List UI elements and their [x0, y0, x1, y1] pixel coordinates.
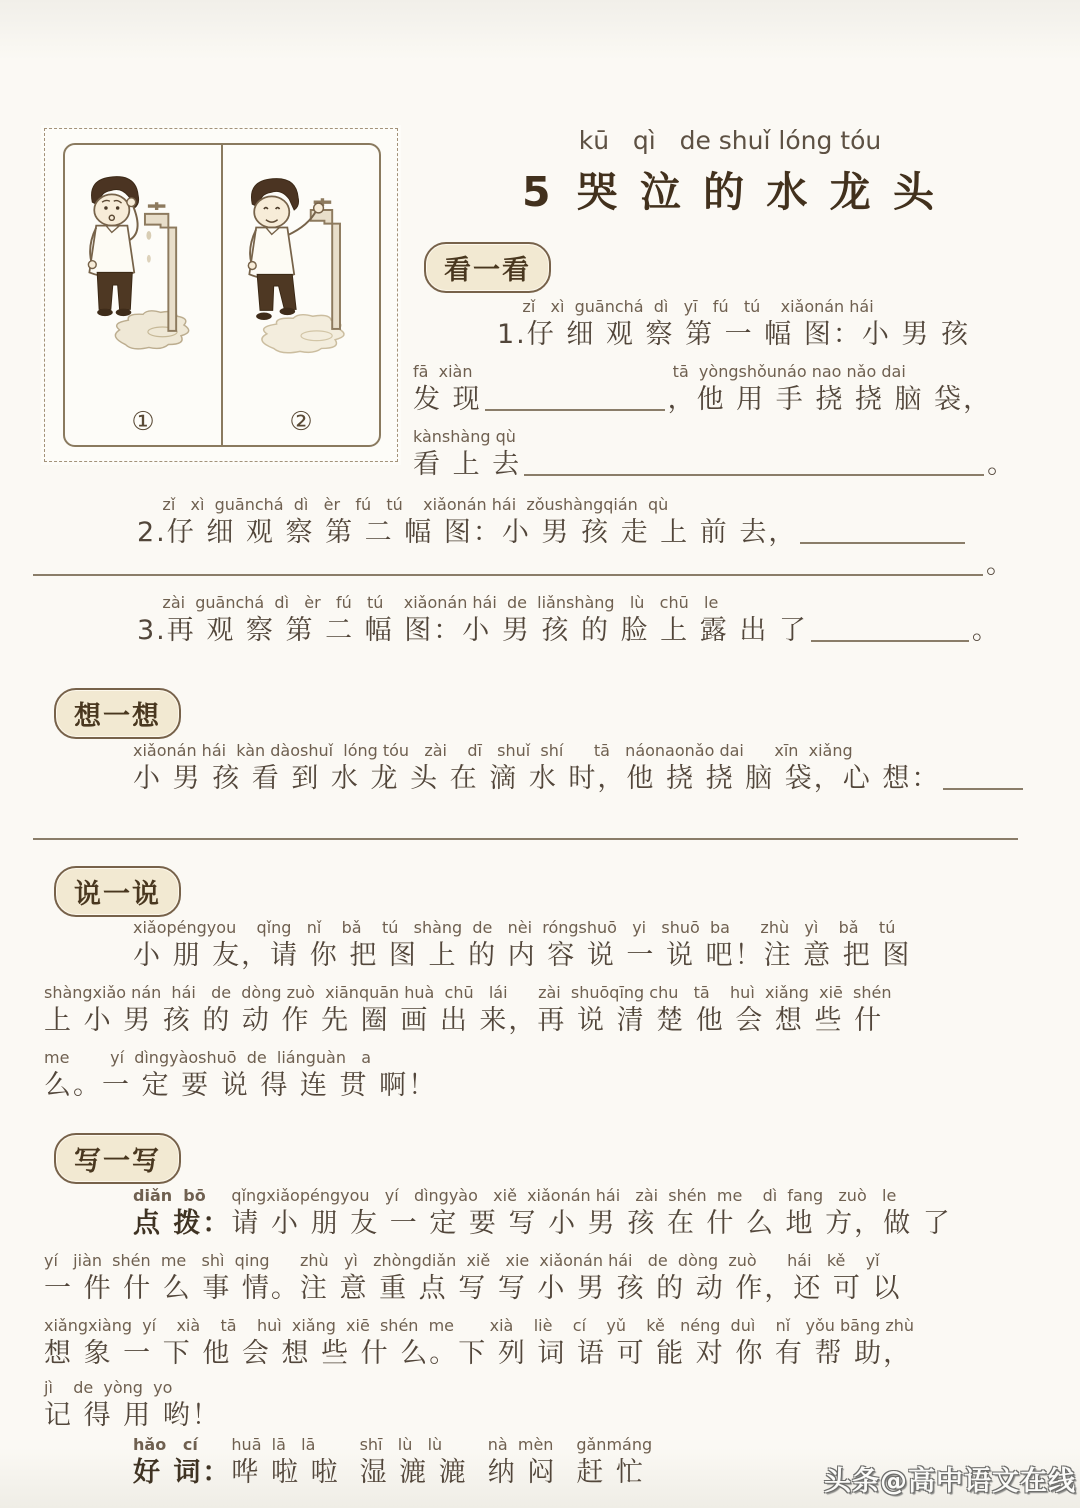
- text-run: xiǎopéngyou qǐng nǐ bǎ tú shàng de nèi róngshuō yi shuō ba zhù yì bǎ tú 小 朋 友，请 你 把 图 上 的 内 容 说 一 说 吧！注 意 把 图: [133, 918, 912, 971]
- think-line-1: [133, 740, 1026, 796]
- scene-2-boy-closing-faucet-icon: [223, 145, 379, 391]
- lesson-title: [420, 126, 1040, 218]
- text-run: gǎnmáng 赶 忙: [576, 1435, 653, 1488]
- answer-blank: [485, 395, 665, 411]
- text-run: zài guānchá dì èr fú tú xiǎonán hái de liǎnshàng lù chū le 3.再 观 察 第 二 幅 图：小 男 孩 的 脸 上 露 出 了: [137, 593, 808, 646]
- look-line-1: [497, 296, 970, 352]
- write-line-1: [133, 1185, 952, 1241]
- say-line-3: [44, 1047, 437, 1103]
- write-line-3: [44, 1315, 914, 1371]
- scene-1-boy-puzzled-dripping-faucet-icon: [65, 145, 221, 391]
- say-line-2: [44, 982, 892, 1038]
- text-run: 。: [986, 549, 1015, 580]
- spacer: [556, 1489, 576, 1490]
- lesson-number: 5: [522, 168, 555, 216]
- section-badge-write: 写一写: [54, 1133, 181, 1184]
- answer-blank: [33, 560, 983, 576]
- illustration-panel-1: [65, 145, 223, 445]
- text-run: xiǎonán hái kàn dàoshuǐ lóng tóu zài dī shuǐ shí tā náonaonǎo dai xīn xiǎng 小 男 孩 看 到 水 龙 头 在 滴 水 时，他 挠 挠 脑 袋，心 想：: [133, 741, 941, 794]
- lesson-title-text: [420, 159, 1040, 218]
- write-line-4: [44, 1377, 221, 1433]
- illustration-box: [44, 128, 398, 462]
- panel-1-label: ①: [131, 407, 155, 437]
- lesson-title-hanzi: 哭 泣 的 水 龙 头: [576, 168, 938, 216]
- text-run: zǐ xì guānchá dì yī fú tú xiǎonán hái 1.仔 细 观 察 第 一 幅 图：小 男 孩: [497, 297, 971, 350]
- text-run: 。: [987, 449, 1017, 480]
- text-run: shàngxiǎo nán hái de dòng zuò xiānquān huà chū lái zài shuōqīng chu tā huì xiǎng xiē shén 上 小 男 孩 的 动 作 先 圈 画 出 来，再 说 清 楚 他 会 想 些 什: [44, 983, 892, 1036]
- say-line-1: [133, 917, 911, 973]
- text-run: diǎn bō 点 拨：: [133, 1186, 232, 1239]
- look-line-6: [137, 592, 1001, 648]
- look-line-3: [413, 426, 1016, 482]
- text-run: yí jiàn shén me shì qing zhù yì zhòngdiǎn xiě xie xiǎonán hái de dòng zuò hái kě yǐ 一 件 什 么 事 情。注 意 重 点 写 写 小 男 孩 的 动 作，还 可 以: [44, 1251, 902, 1304]
- think-line-2-blank: [30, 824, 1021, 846]
- illustration-panel-2: [223, 145, 379, 445]
- text-run: me yí dìngyàoshuō de liánguàn a 么。一 定 要 说 得 连 贯 啊！: [44, 1048, 438, 1101]
- text-run: zǐ xì guānchá dì èr fú tú xiǎonán hái zǒushàngqián qù 2.仔 细 观 察 第 二 幅 图：小 男 孩 走 上 前 去，: [137, 495, 798, 548]
- illustration-frame: [63, 143, 381, 447]
- text-run: kànshàng qù 看 上 去: [413, 427, 522, 480]
- section-badge-think: 想一想: [54, 688, 181, 739]
- text-run: tā yòngshǒunáo nao nǎo dai ，他 用 手 挠 挠 脑 袋，: [667, 362, 993, 415]
- lesson-title-pinyin: kū qì de shuǐ lóng tóu: [578, 126, 882, 155]
- answer-blank: [33, 824, 1018, 840]
- look-line-5-blank: [30, 526, 1015, 582]
- text-run: hǎo cí 好 词：: [133, 1435, 232, 1488]
- text-run: xiǎngxiàng yí xià tā huì xiǎng xiē shén me xià liè cí yǔ kě néng duì nǐ yǒu bāng zhù 想 象 一 下 他 会 想 些 什 么。下 列 词 语 可 能 对 你 有 帮 助，: [44, 1316, 914, 1369]
- text-run: nà mèn 纳 闷: [487, 1435, 557, 1488]
- text-run: qǐngxiǎopéngyou yí dìngyào xiě xiǎonán hái zài shén me dì fang zuò le 请 小 朋 友 一 定 要 写 小 男 孩 在 什 么 地 方，做 了: [231, 1186, 952, 1239]
- answer-blank: [524, 460, 984, 476]
- write-line-2: [44, 1250, 901, 1306]
- text-run: jì de yòng yo 记 得 用 哟！: [44, 1378, 221, 1431]
- text-run: huā lā lā 哗 啦 啦: [231, 1435, 340, 1488]
- text-run: 。: [971, 615, 1001, 646]
- answer-blank: [943, 774, 1023, 790]
- write-line-5-good-words: [133, 1434, 652, 1490]
- text-run: shī lù lù 湿 漉 漉: [359, 1435, 468, 1488]
- watermark: 头条@高中语文在线: [824, 1466, 1076, 1497]
- panel-2-label: ②: [289, 407, 313, 437]
- spacer: [468, 1489, 488, 1490]
- section-badge-look: 看一看: [424, 242, 551, 293]
- section-badge-say: 说一说: [54, 866, 181, 917]
- text-run: fā xiàn 发 现: [413, 362, 482, 415]
- spacer: [340, 1489, 360, 1490]
- answer-blank: [811, 626, 969, 642]
- look-line-2: [413, 361, 992, 417]
